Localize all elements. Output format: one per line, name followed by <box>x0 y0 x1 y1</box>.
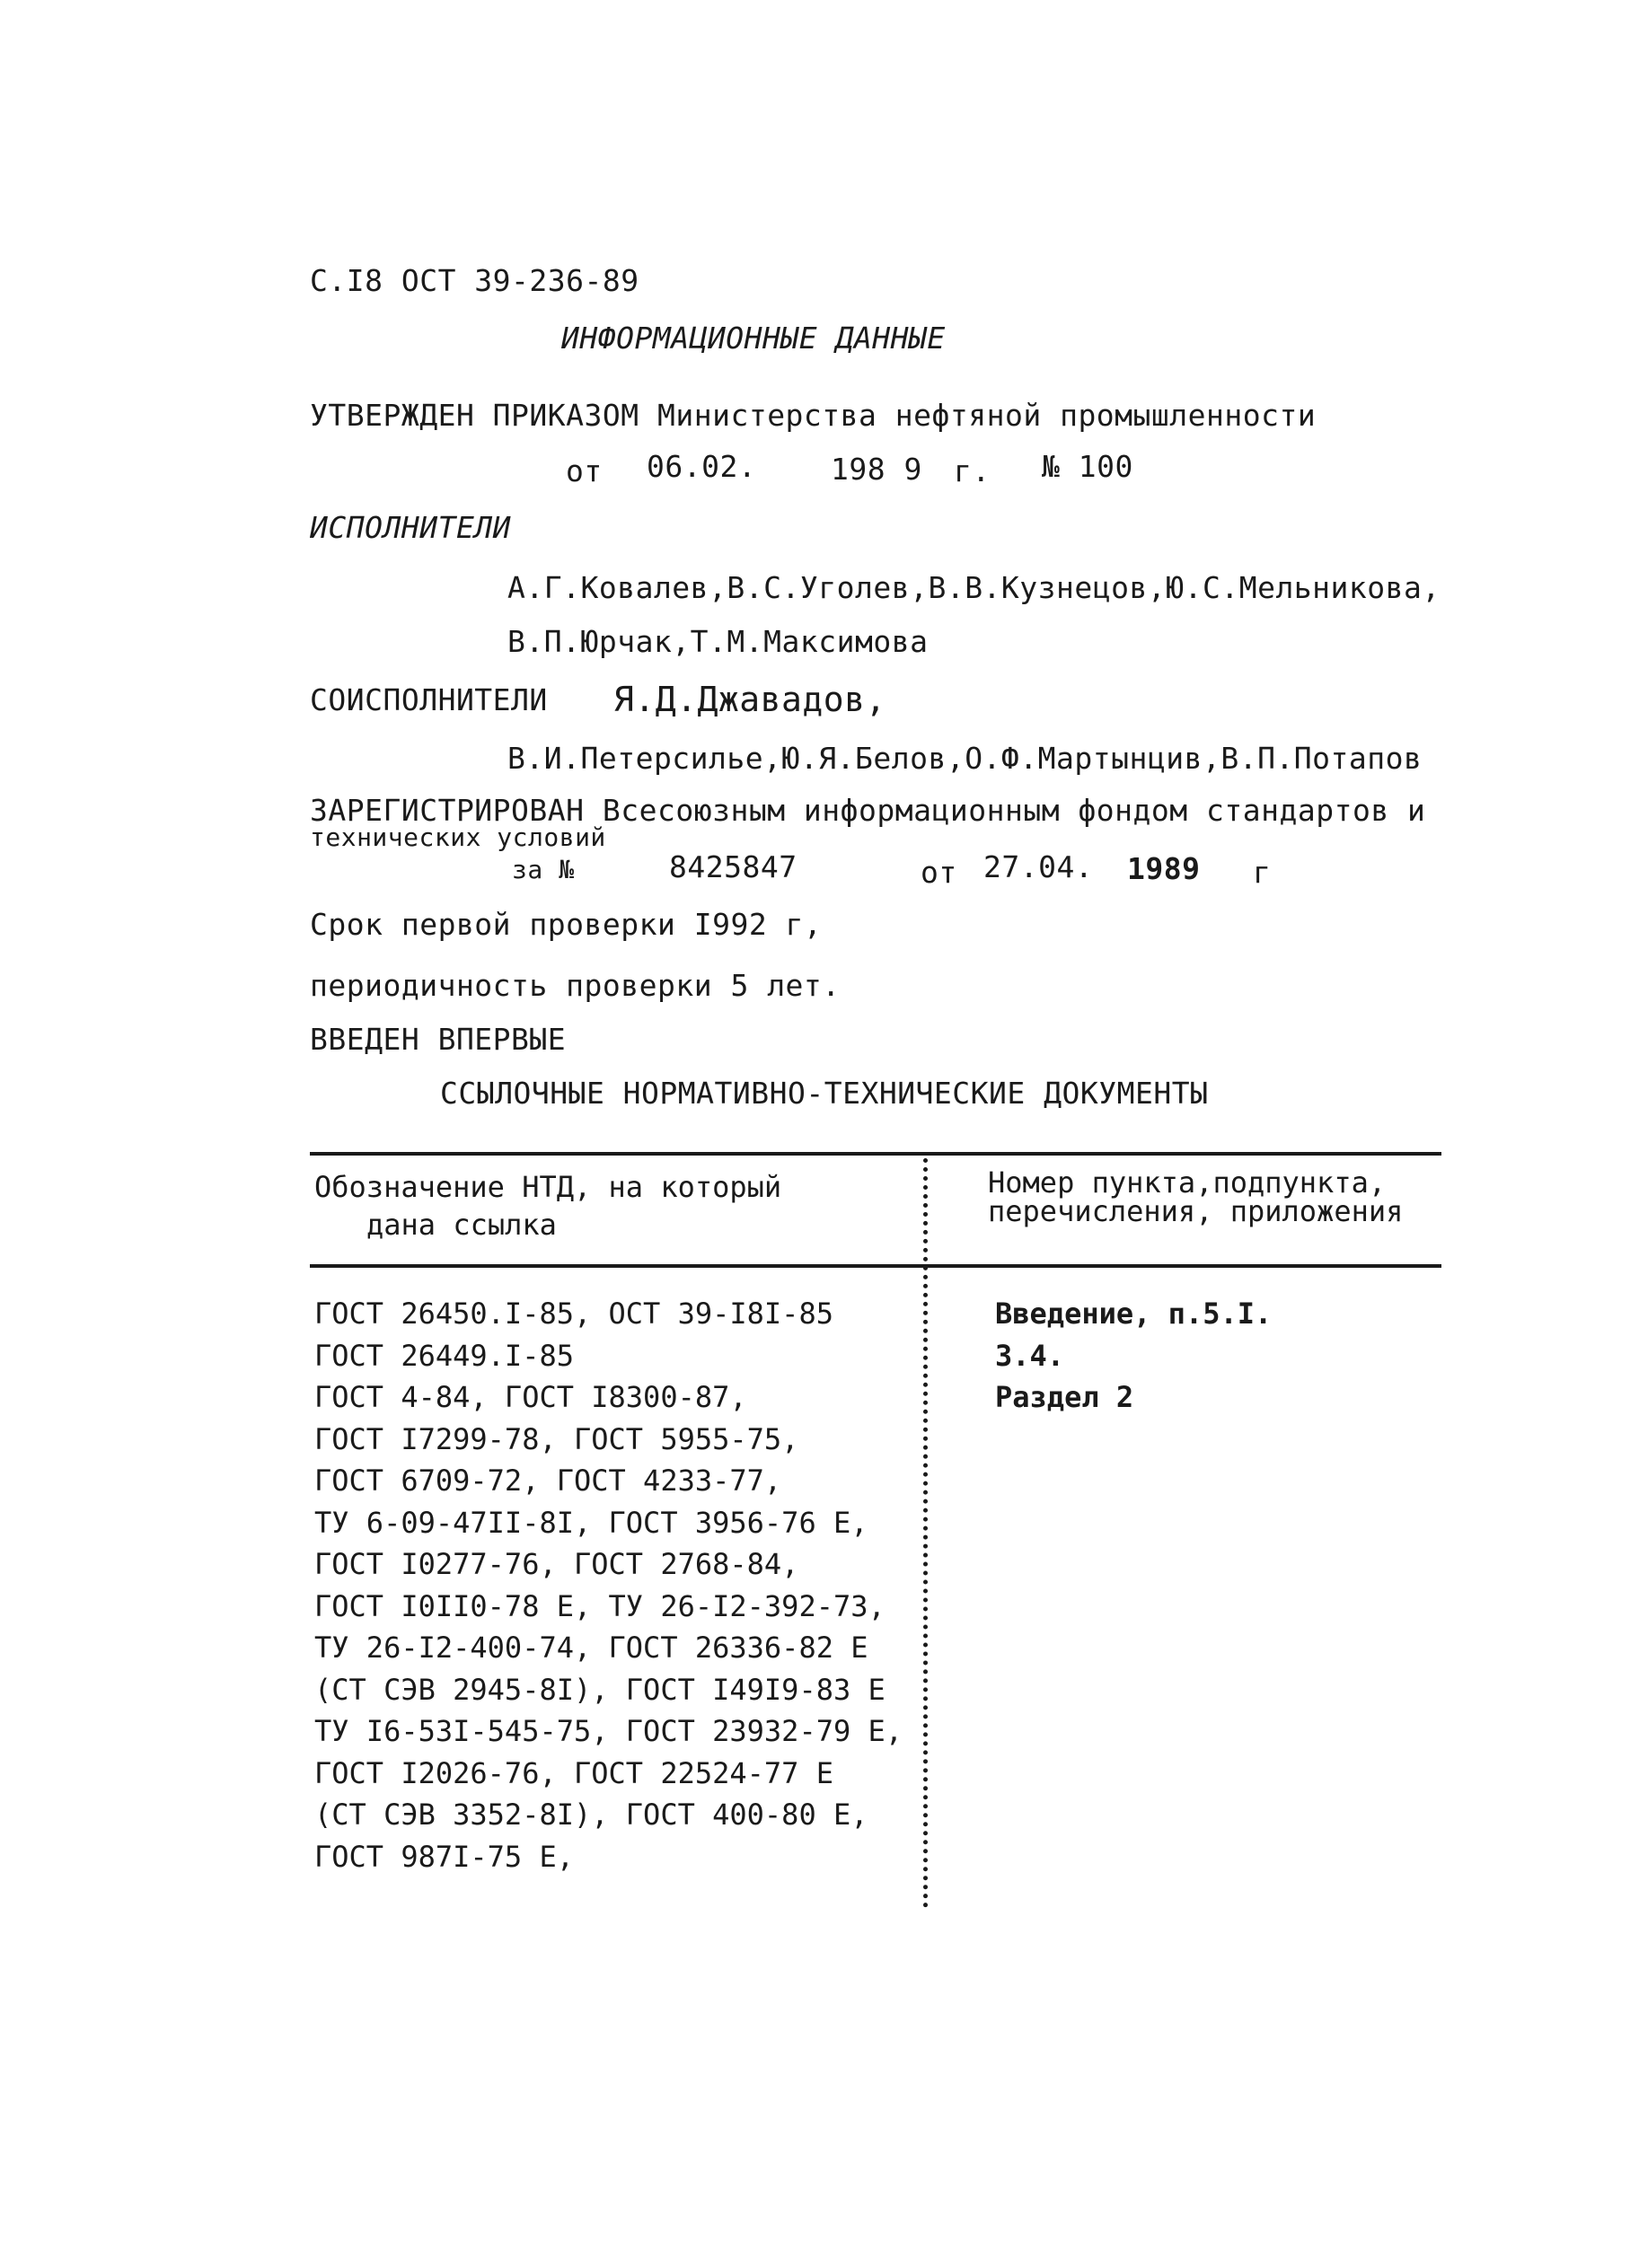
table-header-rule <box>310 1264 1441 1268</box>
registered-line1: ЗАРЕГИСТРИРОВАН Всесоюзным информационным фондом стандартов и <box>310 793 1426 828</box>
table-top-rule <box>310 1152 1441 1156</box>
co-executors-label: СОИСПОЛНИТЕЛИ <box>310 682 548 717</box>
approved-year-suffix: г. <box>954 453 991 488</box>
column-divider <box>923 1158 928 1908</box>
table-row: ГОСТ I0277-76, ГОСТ 2768-84, <box>314 1547 799 1581</box>
approved-date-prefix: от <box>566 453 603 488</box>
table-row: ГОСТ I0II0-78 Е, ТУ 26-I2-392-73, <box>314 1588 886 1623</box>
page-code: С.I8 ОСТ 39-236-89 <box>310 263 639 298</box>
col1-body <box>314 1293 903 1877</box>
table-row: ГОСТ 26450.I-85, ОСТ 39-I8I-85 <box>314 1297 833 1331</box>
table-row: ГОСТ 4-84, ГОСТ I8300-87, <box>314 1380 747 1414</box>
table-row: ГОСТ I2026-76, ГОСТ 22524-77 Е <box>314 1755 833 1790</box>
table-row: ГОСТ I7299-78, ГОСТ 5955-75, <box>314 1421 799 1456</box>
table-row: ТУ I6-53I-545-75, ГОСТ 23932-79 Е, <box>314 1714 903 1748</box>
first-check: Срок первой проверки I992 г, <box>310 907 823 942</box>
col2-body <box>995 1293 1272 1419</box>
approved-year: 198 9 <box>831 452 922 487</box>
col1-header-line1: Обозначение НТД, на который <box>314 1170 782 1204</box>
info-title: ИНФОРМАЦИОННЫЕ ДАННЫЕ <box>561 321 946 356</box>
registered-number-prefix: за № <box>512 855 575 884</box>
executors-label: ИСПОЛНИТЕЛИ <box>310 510 512 545</box>
table-row: 3.4. <box>995 1338 1065 1373</box>
registered-number: 8425847 <box>669 849 797 884</box>
periodicity: периодичность проверки 5 лет. <box>310 968 841 1003</box>
executors-line1: А.Г.Ковалев,В.С.Уголев,В.В.Кузнецов,Ю.С.Мельникова, <box>507 570 1441 605</box>
co-executors-line2: В.И.Петерсилье,Ю.Я.Белов,О.Ф.Мартынцив,В.П.Потапов <box>507 741 1423 776</box>
approved-date: 06.02. <box>647 449 757 484</box>
table-row: (СТ СЭВ 3352-8I), ГОСТ 400-80 Е, <box>314 1798 868 1832</box>
registered-year: 1989 <box>1127 851 1201 886</box>
introduced: ВВЕДЕН ВПЕРВЫЕ <box>310 1022 567 1057</box>
table-row: ГОСТ 987I-75 Е, <box>314 1839 574 1874</box>
table-row: ГОСТ 6709-72, ГОСТ 4233-77, <box>314 1464 782 1498</box>
approved-label: УТВЕРЖДЕН ПРИКАЗОМ Министерства нефтяной промышленности <box>310 398 1317 433</box>
table-row: Введение, п.5.I. <box>995 1297 1273 1331</box>
registered-line2: технических условий <box>310 822 606 852</box>
col1-header-line2: дана ссылка <box>366 1208 557 1242</box>
registered-date: 27.04. <box>983 849 1094 884</box>
approved-number: № 100 <box>1042 449 1133 484</box>
executors-line2: В.П.Юрчак,Т.М.Максимова <box>507 624 929 659</box>
table-row: ТУ 26-I2-400-74, ГОСТ 26336-82 Е <box>314 1631 868 1665</box>
table-row: (СТ СЭВ 2945-8I), ГОСТ I49I9-83 Е <box>314 1672 886 1707</box>
table-row: Раздел 2 <box>995 1380 1134 1414</box>
col2-header-line2: перечисления, приложения <box>988 1194 1404 1228</box>
registered-date-prefix: от <box>921 855 957 890</box>
registered-year-suffix: г <box>1253 855 1272 890</box>
co-executors-line1: Я.Д.Джавадов, <box>613 680 886 719</box>
col2-header-line1: Номер пункта,подпункта, <box>988 1165 1387 1200</box>
references-title: ССЫЛОЧНЫЕ НОРМАТИВНО-ТЕХНИЧЕСКИЕ ДОКУМЕНТЫ <box>440 1076 1209 1111</box>
table-row: ГОСТ 26449.I-85 <box>314 1338 574 1373</box>
table-row: ТУ 6-09-47II-8I, ГОСТ 3956-76 Е, <box>314 1505 868 1540</box>
